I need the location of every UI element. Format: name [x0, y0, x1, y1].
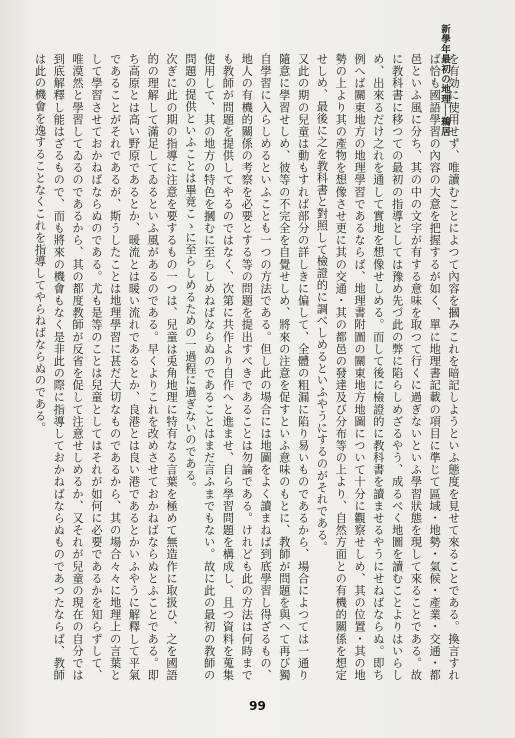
paragraph: 又此の期の兒童は動もすれば部分の詳しきに偏して、全體の粗漏に陷り易いものであるから、場合によつては一通り隨意に學習せしめ、彼等の不完全を自覺せしめ、將來の注意を促すといふ意味のもとに、教師が問題を與へて再び獨自學習に入らしめるといふことも一つの方法である。但し此の場合には地圖をよく讀まねば到底學習し得ざるもの、地人の有機的關係の考察を必要とする等の問題を提出すべきであることは勿論である。けれども此の方法は何時までも教師が問題を提供してやるのではなく、次第に共作より自作へと進ませ、自ら學習問題を構成し、且つ資料を蒐集使用して、其の地方の特色を摑むに至らしめねばならぬのであることはまだ言ふまでもない。故に此の最初の教師の問題の提供といふことは畢竟こゝに至らしめるための一過程に過ぎないのである。: [183, 53, 310, 681]
paragraph: を有効に使用せず、唯讀むことによつて內容を摑みこれを暗記しようといふ態度を見せて來ることである。換言すれば恰も國語學習の內容の大意を把握するが如く、單に地理書記載の項目に準じて區域・地勢・氣候・產業・交通・都邑といふ風に分ち、其の中の文字が有する意味を取つて行くに過ぎないといふ學習狀態を現して來ることである。故に教科書に移つての最初の指導としては豫め先づ此の弊に陷らしめざるやう、成るべく地圖を讀むことよりはいらしめ、出來るだけ之れを通して實地を想像せしめる。而して後に檢證的に教科書を讀ませるやうにせねばならぬ。即ち例へば關東地方の地理學習であるならば、地理書附圖の關東地方地圖について十分に觀察せしめ、其の位置・其の地勢の上より其の產物を想像させ更に其の交通・其の都邑の發達及び分布等の上より、自然方面との有機的關係を想定せしめ、最後に之を教科書と對照して檢證的に調べしめるといふやうにするのがそれである。: [315, 53, 460, 681]
running-head: 新學年最初の地理──鵜居: [439, 24, 450, 137]
paragraph: 次ぎに此の期の指導に注意を要するもの一つは、兒童は兎角地理に特有なる言葉を極めて無造作に取扱ひ、之を國語的の理解して滿足してゐるといふ風があるのである。早くよりこれを改めさせておかねばならぬとふことである。即ち高原とは高い野原であるとか、暖流とは暖い流れであるとか、良港とは良い港であるとかいふやうに解釋して平氣であることがそれであるが、斯うしたことは地理學習に甚だ大切なものであるから、其の場合々々に地理上の言葉として學習させておかねばならぬのである。尤も是等のことは兒童としてはそれが如何に必要であるかを知らずして、唯漠然と學習してゐるのであるから、其の都度教師が反省を促して注意せしめるか、又それが兒童の現在の自分では到底解釋し能はざるもので、而も將來の機會もなく是非此の際に指導しておかねばならぬものであつたならば、教師は此の機會を逸することなくこれを指導してやらねばならぬのである。: [33, 53, 179, 681]
page-number: 99: [249, 699, 266, 713]
body-text: [33, 53, 462, 681]
